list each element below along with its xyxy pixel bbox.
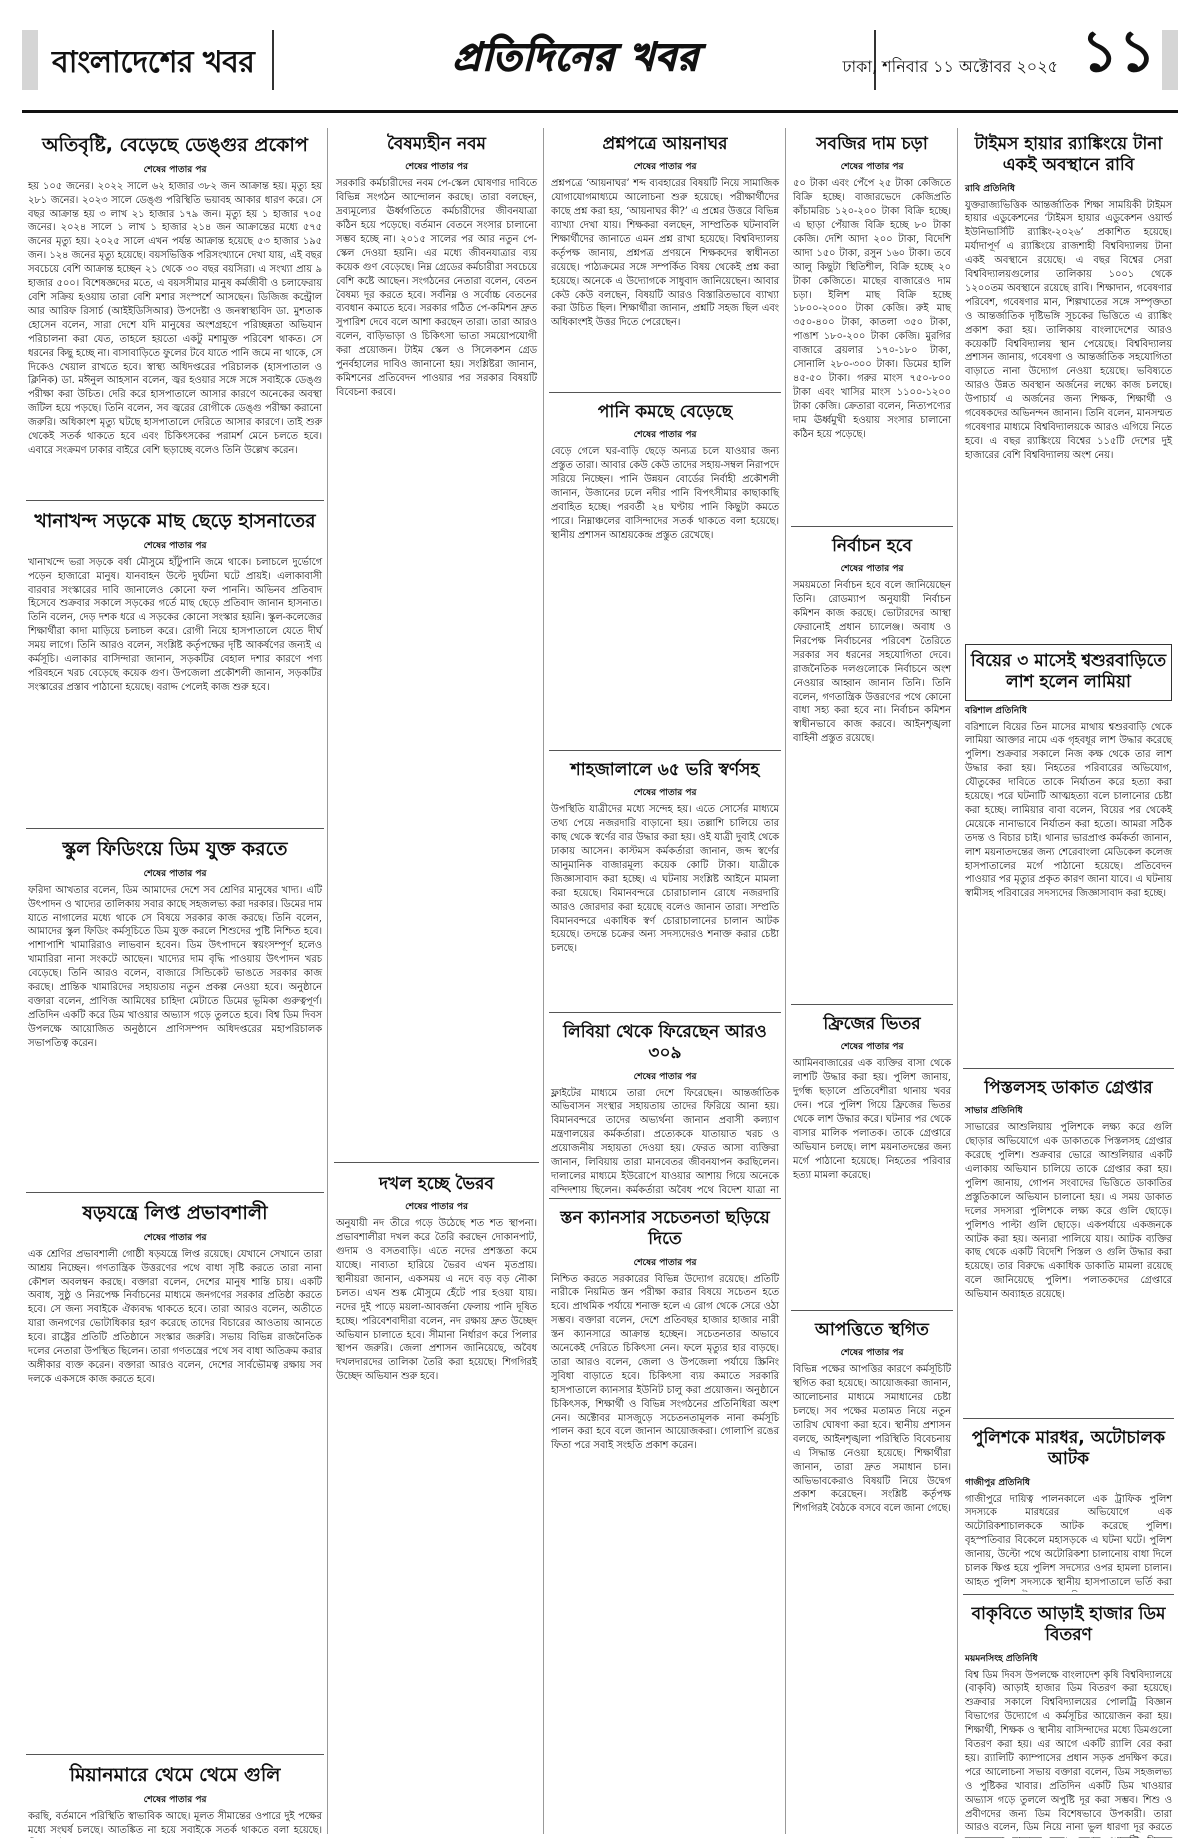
column-divider: [785, 128, 786, 1834]
article-question-paper: [545, 128, 785, 390]
article-robber: [959, 1072, 1178, 1416]
column-divider: [543, 128, 544, 1834]
article-headline: বিয়ের ৩ মাসেই শ্বশুরবাড়িতে লাশ হলেন লামিয়া: [965, 644, 1172, 701]
article-body: যুক্তরাজ্যভিত্তিক আন্তর্জাতিক শিক্ষা সাময়িকী টাইমস হায়ার এডুকেশনের ‘টাইমস হায়ার এডুকেশন ওয়ার্ল্ড ইউনিভার্সিটি র‍্যাঙ্কিং-২০২৬’ প্রকাশিত হয়েছে। মর্যাদাপূর্ণ এ র‍্যাঙ্কিংয়ে রাজশাহী বিশ্ববিদ্যালয় টানা একই অবস্থানে রয়েছে। এ বছর বিশ্বের সেরা বিশ্ববিদ্যালয়গুলোর তালিকায় ১০০১ থেকে ১২০০তম অবস্থানে রয়েছে রাবি। শিক্ষাদান, গবেষণার পরিবেশ, গবেষণার মান, শিল্পখাতের সঙ্গে সম্পৃক্ততা ও আন্তর্জাতিক দৃষ্টিভঙ্গি সূচকের ভিত্তিতে এ র‍্যাঙ্কিং প্রকাশ করা হয়। তালিকায় বাংলাদেশের আরও কয়েকটি বিশ্ববিদ্যালয় স্থান পেয়েছে। বিশ্ববিদ্যালয় প্রশাসন জানায়, গবেষণা ও আন্তর্জাতিক সহযোগিতা বাড়াতে নানা উদ্যোগ নেওয়া হয়েছে। ভবিষ্যতে আরও উন্নত অবস্থান অর্জনের লক্ষ্যে কাজ চলছে। উপাচার্য এ অর্জনের জন্য শিক্ষক, শিক্ষার্থী ও গবেষকদের অভিনন্দন জানান। তিনি বলেন, মানসম্মত গবেষণার মাধ্যমে বিশ্ববিদ্যালয়কে আরও এগিয়ে নিতে হবে। এ বছর র‍্যাঙ্কিংয়ে বিশ্বের ১১৫টি দেশের দুই হাজারের বেশি বিশ্ববিদ্যালয় অংশ নেয়।: [965, 199, 1172, 461]
article-byline: সাভার প্রতিনিধি: [965, 1106, 1023, 1117]
article-headline: পিস্তলসহ ডাকাত গ্রেপ্তার: [984, 1078, 1153, 1098]
article-headline: লিবিয়া থেকে ফিরেছেন আরও ৩০৯: [563, 1022, 767, 1064]
masthead-right-bar: [1162, 30, 1178, 90]
article-headline: ষড়যন্ত্রে লিপ্ত প্রভাবশালী: [82, 1202, 268, 1224]
article-eggs-distribution: [959, 1598, 1178, 1838]
article-kicker: শেষের পাতার পর: [143, 540, 207, 551]
article-divider: [334, 1162, 539, 1163]
article-divider: [26, 1754, 324, 1755]
article-body: ফ্লাইটের মাধ্যমে তারা দেশে ফিরেছেন। আন্তর্জাতিক অভিবাসন সংস্থার সহায়তায় তাদের ফিরিয়ে আনা হয়। বিমানবন্দরে তাদের অভ্যর্থনা জানান প্রবাসী কল্যাণ মন্ত্রণালয়ের কর্মকর্তারা। প্রত্যেককে যাতায়াত খরচ ও প্রয়োজনীয় সহায়তা দেওয়া হয়। ফেরত আসা ব্যক্তিরা জানান, লিবিয়ায় তারা মানবেতর জীবনযাপন করছিলেন। দালালের মাধ্যমে ইউরোপে যাওয়ার আশায় গিয়ে অনেকে বন্দিদশায় ছিলেন। কর্মকর্তারা অবৈধ পথে বিদেশ যাত্রা না: [551, 1087, 779, 1196]
article-shahjalal-gold: [545, 754, 785, 1010]
article-kicker: শেষের পাতার পর: [633, 430, 697, 441]
paper-title: প্রতিদিনের খবর: [452, 34, 700, 79]
article-police-assault: [959, 1422, 1178, 1592]
article-divider: [549, 750, 781, 751]
article-divider: [963, 1594, 1174, 1595]
article-headline: অতিবৃষ্টি, বেড়েছে ডেঙ্গুর প্রকোপ: [42, 134, 308, 156]
article-water: [545, 396, 785, 748]
article-body: ফরিদা আখতার বলেন, ডিম আমাদের দেশে সব শ্রেণির মানুষের খাদ্য। এটি উৎপাদন ও খাদ্যের তালিকায় সবার কাছে সহজলভ্য করা দরকার। ডিমের দাম যাতে নাগালের মধ্যে থাকে সে বিষয়ে সরকার কাজ করছে। তিনি বলেন, আমাদের স্কুল ফিডিং কর্মসূচিতে ডিম যুক্ত করলে শিশুদের পুষ্টি নিশ্চিত হবে। পাশাপাশি খামারিরাও লাভবান হবেন। ডিম উৎপাদনে স্বয়ংসম্পূর্ণ হলেও খামারিরা নানা সংকটে আছেন। খাদ্যের দাম বৃদ্ধি পাওয়ায় উৎপাদন খরচ বেড়েছে। তিনি আরও বলেন, বাজারে সিন্ডিকেট ভাঙতে সরকার কাজ করছে। প্রান্তিক খামারিদের সহায়তায় নতুন প্রকল্প নেওয়া হবে। অনুষ্ঠানে বক্তারা বলেন, প্রাণিজ আমিষের চাহিদা মেটাতে ডিমের ভূমিকা গুরুত্বপূর্ণ। প্রতিদিন একটি করে ডিম খাওয়ার অভ্যাস গড়ে তুলতে হবে। বিশ্ব ডিম দিবস উপলক্ষে আয়োজিত অনুষ্ঠানে প্রাণিসম্পদ অধিদপ্তরের মহাপরিচালক সভাপতিত্ব করেন।: [28, 884, 323, 1049]
article-divider: [791, 1310, 953, 1311]
article-body: গাজীপুরে দায়িত্ব পালনকালে এক ট্রাফিক পুলিশ সদস্যকে মারধরের অভিযোগে এক অটোরিকশাচালককে আটক করেছে পুলিশ। বৃহস্পতিবার বিকেলে মহাসড়কে এ ঘটনা ঘটে। পুলিশ জানায়, উল্টো পথে অটোরিকশা চালানোয় বাধা দিলে চালক ক্ষিপ্ত হয়ে পুলিশ সদস্যের ওপর হামলা চালান। আহত পুলিশ সদস্যকে স্থানীয় হাসপাতালে ভর্তি করা: [965, 1493, 1172, 1588]
article-divider: [26, 500, 324, 501]
article-kicker: শেষের পাতার পর: [840, 1348, 904, 1359]
article-kicker: শেষের পাতার পর: [633, 1071, 697, 1082]
article-body: ৫০ টাকা এবং পেঁপে ২৫ টাকা কেজিতে বিক্রি হচ্ছে। বাজারভেদে কেজিপ্রতি কাঁচামরিচ ১২০-২০০ টাকা বিক্রি হচ্ছে। এ ছাড়া পেঁয়াজ বিক্রি হচ্ছে ৮০ টাকা কেজি। দেশি আদা ২০০ টাকা, বিদেশি আদা ১৫০ টাকা, রসুন ১৬০ টাকা। তবে আলু কিছুটা স্থিতিশীল, বিক্রি হচ্ছে ২০ টাকা কেজিতে। মাছের বাজারেও দাম চড়া। ইলিশ মাছ বিক্রি হচ্ছে ১৮০০-২০০০ টাকা কেজি। রুই মাছ ৩৫০-৪০০ টাকা, কাতলা ৩৫০ টাকা, পাঙাশ ১৮০-২০০ টাকা কেজি। মুরগির বাজারে ব্রয়লার ১৭০-১৮০ টাকা, সোনালি ২৮০-৩০০ টাকা। ডিমের হালি ৪৫-৫০ টাকা। গরুর মাংস ৭৫০-৮০০ টাকা এবং খাসির মাংস ১১০০-১২০০ টাকা কেজি। ক্রেতারা বলেন, নিত্যপণ্যের দাম ঊর্ধ্বমুখী হওয়ায় সংসার চালানো কঠিন হয়ে পড়েছে।: [793, 178, 951, 440]
article-headline: খানাখন্দ সড়কে মাছ ছেড়ে হাসনাতের: [34, 510, 316, 532]
article-kicker: শেষের পাতার পর: [405, 1202, 468, 1213]
article-headline: বৈষম্যহীন নবম: [387, 134, 486, 154]
article-headline: প্রশ্নপত্রে আয়নাঘর: [602, 134, 728, 154]
article-byline: বরিশাল প্রতিনিধি: [965, 705, 1027, 716]
article-school-feeding: [22, 832, 328, 1190]
article-body: অনুযায়ী নদ তীরে গড়ে উঠেছে শত শত স্থাপনা। প্রভাবশালীরা দখল করে তৈরি করছেন দোকানপাট, গুদাম ও বসতবাড়ি। এতে নদের প্রশস্ততা কমে যাচ্ছে। নাব্যতা হারিয়ে ভৈরব এখন মৃতপ্রায়। স্থানীয়রা জানান, একসময় এ নদে বড় বড় নৌকা চলত। এখন শুষ্ক মৌসুমে হেঁটে পার হওয়া যায়। নদের দুই পাড়ে ময়লা-আবর্জনা ফেলায় পানি দূষিত হচ্ছে। পরিবেশবাদীরা বলেন, নদ রক্ষায় দ্রুত উচ্ছেদ অভিযান চালাতে হবে। সীমানা নির্ধারণ করে পিলার স্থাপন জরুরি। জেলা প্রশাসন জানিয়েছে, অবৈধ দখলদারদের তালিকা তৈরি করা হয়েছে। শিগগিরই উচ্ছেদ অভিযান শুরু হবে।: [336, 1218, 537, 1383]
article-headline: বাকৃবিতে আড়াই হাজার ডিম বিতরণ: [971, 1604, 1166, 1646]
article-body: প্রশ্নপত্রে ‘আয়নাঘর’ শব্দ ব্যবহারের বিষয়টি নিয়ে সামাজিক যোগাযোগমাধ্যমে আলোচনা শুরু হয়েছে। পরীক্ষার্থীদের কাছে প্রশ্ন করা হয়, ‘আয়নাঘর কী?’ এ প্রশ্নের উত্তরে বিভিন্ন ব্যাখ্যা দেখা যায়। শিক্ষকরা বলছেন, সাম্প্রতিক ঘটনাবলি শিক্ষার্থীদের জানাতে এমন প্রশ্ন রাখা হয়েছে। বিশ্ববিদ্যালয় কর্তৃপক্ষ জানায়, প্রশ্নপত্র প্রণয়নে শিক্ষকদের স্বাধীনতা রয়েছে। পাঠ্যক্রমের সঙ্গে সম্পর্কিত বিষয় থেকেই প্রশ্ন করা হয়েছে। অনেকে এ উদ্যোগকে সাধুবাদ জানিয়েছেন। আবার কেউ কেউ বলছেন, বিষয়টি আরও বিস্তারিতভাবে ব্যাখ্যা করা উচিত ছিল। শিক্ষার্থীরা জানান, প্রশ্নটি সহজ ছিল এবং অধিকাংশই উত্তর দিতে পেরেছেন।: [551, 178, 779, 329]
article-divider: [26, 1192, 324, 1193]
article-kicker: শেষের পাতার পর: [143, 1794, 207, 1805]
article-dengue: [22, 128, 328, 498]
article-divider: [549, 392, 781, 393]
article-lamia: [959, 640, 1178, 1066]
article-body: সরকারি কর্মচারীদের নবম পে-স্কেল ঘোষণার দাবিতে বিভিন্ন সংগঠন আন্দোলন করছে। তারা বলছেন, দ্রব্যমূল্যের ঊর্ধ্বগতিতে কর্মচারীদের জীবনযাত্রা কঠিন হয়ে পড়েছে। বর্তমান বেতনে সংসার চালানো সম্ভব হচ্ছে না। ২০১৫ সালের পর আর নতুন পে-স্কেল দেওয়া হয়নি। এর মধ্যে জীবনযাত্রার ব্যয় কয়েক গুণ বেড়েছে। নিম্ন গ্রেডের কর্মচারীরা সবচেয়ে বেশি কষ্টে আছেন। সংগঠনের নেতারা বলেন, বেতন বৈষম্য দূর করতে হবে। সর্বনিম্ন ও সর্বোচ্চ বেতনের ব্যবধান কমাতে হবে। সরকার গঠিত পে-কমিশন দ্রুত সুপারিশ দেবে বলে আশা করছেন তারা। তারা আরও বলেন, বাড়িভাড়া ও চিকিৎসা ভাতা সময়োপযোগী করা প্রয়োজন। টাইম স্কেল ও সিলেকশন গ্রেড পুনর্বহালের দাবিও জানানো হয়। সংশ্লিষ্টরা জানান, কমিশনের প্রতিবেদন পাওয়ার পর সরকার বিষয়টি বিবেচনা করবে।: [336, 178, 537, 398]
issue-date: ঢাকা, শনিবার ১১ অক্টোবর ২০২৫: [842, 57, 1058, 76]
article-kicker: শেষের পাতার পর: [143, 164, 207, 175]
article-headline: ফ্রিজের ভিতর: [823, 1014, 921, 1034]
article-body: করছি, বর্তমানে পরিস্থিতি স্বাভাবিক আছে। মূলত সীমান্তের ওপারে দুই পক্ষের মধ্যে সংঘর্ষ চলছে। আতঙ্কিত না হয়ে সবাইকে সতর্ক থাকতে বলা হয়েছে।: [28, 1810, 322, 1836]
article-kicker: শেষের পাতার পর: [633, 788, 697, 799]
article-body: নিশ্চিত করতে সরকারের বিভিন্ন উদ্যোগ রয়েছে। প্রতিটি নারীকে নিয়মিত স্তন পরীক্ষা করার বিষয়ে সচেতন হতে হবে। প্রাথমিক পর্যায়ে শনাক্ত হলে এ রোগ থেকে সেরে ওঠা সম্ভব। বক্তারা বলেন, দেশে প্রতিবছর হাজার হাজার নারী স্তন ক্যানসারে আক্রান্ত হচ্ছেন। সচেতনতার অভাবে অনেকেই দেরিতে চিকিৎসা নেন। ফলে মৃত্যুর হার বাড়ছে। তারা আরও বলেন, জেলা ও উপজেলা পর্যায়ে স্ক্রিনিং সুবিধা বাড়াতে হবে। চিকিৎসা ব্যয় কমাতে সরকারি হাসপাতালে ক্যানসার ইউনিট চালু করা প্রয়োজন। অনুষ্ঠানে চিকিৎসক, শিক্ষার্থী ও বিভিন্ন সংগঠনের প্রতিনিধিরা অংশ নেন। অক্টোবর মাসজুড়ে সচেতনতামূলক নানা কর্মসূচি পালন করা হবে বলে জানান আয়োজকরা। গোলাপি রঙের ফিতা পরে সবাই সংহতি প্রকাশ করেন।: [551, 1273, 779, 1452]
article-divider: [549, 1012, 781, 1013]
article-headline: স্কুল ফিডিংয়ে ডিম যুক্ত করতে: [62, 838, 288, 860]
article-kicker: শেষের পাতার পর: [143, 1232, 207, 1243]
article-body: এক শ্রেণির প্রভাবশালী গোষ্ঠী ষড়যন্ত্রে লিপ্ত রয়েছে। যেখানে সেখানে তারা আশ্রয় নিচ্ছেন। গণতান্ত্রিক উত্তরণের পথে বাধা সৃষ্টি করতে তারা নানা কৌশল অবলম্বন করছে। বক্তারা বলেন, দেশের মানুষ শান্তি চায়। একটি অবাধ, সুষ্ঠু ও নিরপেক্ষ নির্বাচনের মাধ্যমে জনগণের সরকার প্রতিষ্ঠা করতে হবে। সে জন্য সবাইকে ঐক্যবদ্ধ থাকতে হবে। তারা আরও বলেন, অতীতে যারা জনগণের ভোটাধিকার হরণ করেছে তাদের বিচারের আওতায় আনতে হবে। রাষ্ট্রের প্রতিটি প্রতিষ্ঠানে সংস্কার জরুরি। সভায় বিভিন্ন রাজনৈতিক দলের নেতারা উপস্থিত ছিলেন। তারা গণতন্ত্রের পথে সব বাধা অতিক্রম করার অঙ্গীকার ব্যক্ত করেন। বক্তারা আরও বলেন, দেশের সার্বভৌমত্ব রক্ষায় সব দলকে একসঙ্গে কাজ করতে হবে।: [28, 1248, 322, 1385]
article-body: সময়মতো নির্বাচন হবে বলে জানিয়েছেন তিনি। রোডম্যাপ অনুযায়ী নির্বাচন কমিশন কাজ করছে। ভোটারদের আস্থা ফেরানোই প্রধান চ্যালেঞ্জ। অবাধ ও নিরপেক্ষ নির্বাচনের পরিবেশ তৈরিতে সরকার সব ধরনের সহযোগিতা দেবে। রাজনৈতিক দলগুলোকে নির্বাচনে অংশ নেওয়ার আহ্বান জানান তিনি। তিনি বলেন, গণতান্ত্রিক উত্তরণের পথে কোনো বাধা সহ্য করা হবে না। নির্বাচন কমিশন স্বাধীনভাবে কাজ করবে। আইনশৃঙ্খলা বাহিনী প্রস্তুত রয়েছে।: [793, 580, 951, 745]
article-headline: টাইমস হায়ার র‍্যাঙ্কিংয়ে টানা একই অবস্থানে রাবি: [974, 134, 1163, 176]
article-headline: দখল হচ্ছে ভৈরব: [379, 1174, 494, 1194]
page-number: ১১: [1080, 17, 1156, 85]
article-bhairab: [330, 1168, 543, 1838]
article-body: বিভিন্ন পক্ষের আপত্তির কারণে কর্মসূচিটি স্থগিত করা হয়েছে। আয়োজকরা জানান, আলোচনার মাধ্যমে সমাধানের চেষ্টা চলছে। সব পক্ষের মতামত নিয়ে নতুন তারিখ ঘোষণা করা হবে। স্থানীয় প্রশাসন বলছে, আইনশৃঙ্খলা পরিস্থিতি বিবেচনায় এ সিদ্ধান্ত নেওয়া হয়েছে। শিক্ষার্থীরা জানান, তারা দ্রুত সমাধান চান। অভিভাবকেরাও বিষয়টি নিয়ে উদ্বেগ প্রকাশ করেছেন। সংশ্লিষ্ট কর্তৃপক্ষ শিগগিরই বৈঠকে বসবে বলে জানা গেছে।: [793, 1364, 951, 1515]
article-kicker: শেষের পাতার পর: [633, 1257, 697, 1268]
masthead: [22, 8, 1178, 120]
article-kicker: শেষের পাতার পর: [840, 1042, 904, 1053]
article-divider: [549, 1198, 781, 1199]
article-equality-nabam: [330, 128, 543, 1128]
article-myanmar: [22, 1758, 328, 1838]
article-kicker: শেষের পাতার পর: [143, 868, 207, 879]
article-headline: আপত্তিতে স্থগিত: [815, 1320, 929, 1340]
article-body: বিশ্ব ডিম দিবস উপলক্ষে বাংলাদেশ কৃষি বিশ্ববিদ্যালয়ে (বাকৃবি) আড়াই হাজার ডিম বিতরণ করা হয়েছে। শুক্রবার সকালে বিশ্ববিদ্যালয়ের পোলট্রি বিজ্ঞান বিভাগের উদ্যোগে এ কর্মসূচির আয়োজন করা হয়। শিক্ষার্থী, শিক্ষক ও স্থানীয় বাসিন্দাদের মধ্যে ডিমগুলো বিতরণ করা হয়। এর আগে একটি র‍্যালি বের করা হয়। র‍্যালিটি ক্যাম্পাসের প্রধান সড়ক প্রদক্ষিণ করে। পরে আলোচনা সভায় বক্তারা বলেন, ডিম সহজলভ্য ও পুষ্টিকর খাবার। প্রতিদিন একটি ডিম খাওয়ার অভ্যাস গড়ে তুললে অপুষ্টি দূর করা সম্ভব। শিশু ও প্রবীণদের জন্য ডিম বিশেষভাবে উপকারী। তারা আরও বলেন, ডিম নিয়ে নানা ভুল ধারণা দূর করতে: [965, 1669, 1172, 1834]
masthead-rule: [22, 110, 1178, 113]
article-kicker: শেষের পাতার পর: [633, 162, 697, 173]
article-byline: গাজীপুর প্রতিনিধি: [965, 1477, 1030, 1488]
article-kicker: শেষের পাতার পর: [840, 564, 904, 575]
article-conspiracy: [22, 1196, 328, 1752]
section-title: বাংলাদেশের খবর: [52, 45, 255, 80]
article-divider: [791, 1004, 953, 1005]
article-headline: শাহজালালে ৬৫ ভরি স্বর্ণসহ: [570, 760, 760, 780]
article-election: [787, 530, 957, 1002]
article-headline: স্তন ক্যানসার সচেতনতা ছড়িয়ে দিতে: [560, 1208, 770, 1250]
article-times-ranking: [959, 128, 1178, 636]
article-body: খানাখন্দে ভরা সড়কে বর্ষা মৌসুমে হাঁটুপানি জমে থাকে। চলাচলে দুর্ভোগে পড়েন হাজারো মানুষ। যানবাহন উল্টে দুর্ঘটনা ঘটে প্রায়ই। এলাকাবাসী বারবার সংস্কারের দাবি জানালেও কোনো ফল পাননি। অভিনব প্রতিবাদ হিসেবে শুক্রবার সকালে সড়কের গর্তে মাছ ছেড়ে প্রতিবাদ জানান হাসনাত। তিনি বলেন, দেড় দশক ধরে এ সড়কের কোনো সংস্কার হয়নি। স্কুল-কলেজের শিক্ষার্থীরা কাদা মাড়িয়ে চলাচল করে। রোগী নিয়ে হাসপাতালে যেতে দীর্ঘ সময় লাগে। তিনি আরও বলেন, সংশ্লিষ্ট কর্তৃপক্ষের দৃষ্টি আকর্ষণের জন্যই এ কর্মসূচি। এলাকার বাসিন্দারা জানান, সড়কটির বেহাল দশার কারণে পণ্য পরিবহনে খরচ বেড়েছে কয়েক গুণ। উপজেলা প্রকৌশলী জানান, সড়কটির সংস্কারের প্রস্তাব পাঠানো হয়েছে। বরাদ্দ পেলেই কাজ শুরু হবে।: [28, 556, 322, 693]
article-headline: পানি কমছে বেড়েছে: [597, 402, 733, 422]
article-headline: পুলিশকে মারধর, অটোচালক আটক: [971, 1428, 1166, 1470]
article-body: সাভারের আশুলিয়ায় পুলিশকে লক্ষ্য করে গুলি ছোড়ার অভিযোগে এক ডাকাতকে পিস্তলসহ গ্রেপ্তার করেছে পুলিশ। শুক্রবার ভোরে আশুলিয়ার একটি এলাকায় অভিযান চালিয়ে তাকে গ্রেপ্তার করা হয়। পুলিশ জানায়, গোপন সংবাদের ভিত্তিতে ডাকাতির প্রস্তুতিকালে অভিযান চালানো হয়। এ সময় ডাকাত দলের সদস্যরা পুলিশকে লক্ষ্য করে গুলি ছোড়ে। পুলিশও পাল্টা গুলি ছোড়ে। একপর্যায়ে একজনকে আটক করা হয়। অন্যরা পালিয়ে যায়। আটক ব্যক্তির কাছ থেকে একটি বিদেশি পিস্তল ও গুলি উদ্ধার করা হয়েছে। তার বিরুদ্ধে একাধিক ডাকাতি মামলা রয়েছে বলে জানিয়েছে পুলিশ। পলাতকদের গ্রেপ্তারে অভিযান অব্যাহত রয়েছে।: [965, 1122, 1172, 1301]
article-khanakhanda: [22, 504, 328, 826]
article-headline: মিয়ানমারে থেমে থেমে গুলি: [69, 1764, 281, 1786]
article-fridge: [787, 1008, 957, 1308]
article-headline: নির্বাচন হবে: [832, 536, 912, 556]
article-divider: [791, 526, 953, 527]
article-body: আমিনবাজারের এক ব্যক্তির বাসা থেকে লাশটি উদ্ধার করা হয়। পুলিশ জানায়, দুর্গন্ধ ছড়ালে প্রতিবেশীরা থানায় খবর দেন। পরে পুলিশ গিয়ে ফ্রিজের ভিতর থেকে লাশ উদ্ধার করে। ঘটনার পর থেকে বাসার মালিক পলাতক। তাকে গ্রেপ্তারে অভিযান চলছে। লাশ ময়নাতদন্তের জন্য মর্গে পাঠানো হয়েছে। নিহতের পরিবার হত্যা মামলা করেছে।: [793, 1058, 951, 1181]
article-body: বরিশালে বিয়ের তিন মাসের মাথায় শ্বশুরবাড়ি থেকে লামিয়া আক্তার নামে এক গৃহবধূর লাশ উদ্ধার করেছে পুলিশ। শুক্রবার সকালে নিজ কক্ষ থেকে তার লাশ উদ্ধার করা হয়। নিহতের পরিবারের অভিযোগ, যৌতুকের দাবিতে তাকে নির্যাতন করে হত্যা করা হয়েছে। পরে ঘটনাটি আত্মহত্যা বলে চালানোর চেষ্টা করা হচ্ছে। লামিয়ার বাবা বলেন, বিয়ের পর থেকেই মেয়েকে নানাভাবে নির্যাতন করা হতো। আমরা সঠিক তদন্ত ও বিচার চাই। থানার ভারপ্রাপ্ত কর্মকর্তা জানান, লাশ ময়নাতদন্তের জন্য শেরেবাংলা মেডিকেল কলেজ হাসপাতালের মর্গে পাঠানো হয়েছে। প্রতিবেদন পাওয়ার পর মৃত্যুর প্রকৃত কারণ জানা যাবে। এ ঘটনায় স্বামীসহ পরিবারের সদস্যদের জিজ্ঞাসাবাদ করা হচ্ছে।: [965, 721, 1172, 900]
article-body: উপস্থিতি যাত্রীদের মধ্যে সন্দেহ হয়। এতে সোর্সের মাধ্যমে তথ্য পেয়ে নজরদারি বাড়ানো হয়। তল্লাশি চালিয়ে তার কাছ থেকে স্বর্ণের বার উদ্ধার করা হয়। ওই যাত্রী দুবাই থেকে ঢাকায় আসেন। কাস্টমস কর্মকর্তারা জানান, জব্দ স্বর্ণের আনুমানিক বাজারমূল্য কয়েক কোটি টাকা। যাত্রীকে জিজ্ঞাসাবাদ করা হচ্ছে। এ ঘটনায় সংশ্লিষ্ট আইনে মামলা করা হয়েছে। বিমানবন্দরে চোরাচালান রোধে নজরদারি আরও জোরদার করা হয়েছে বলেও জানান তারা। সম্প্রতি বিমানবন্দরে একাধিক স্বর্ণ চোরাচালানের চালান আটক হয়েছে। তদন্তে চক্রের অন্য সদস্যদেরও শনাক্ত করার চেষ্টা চলছে।: [551, 804, 779, 955]
column-divider: [957, 128, 958, 1834]
article-body: বেড়ে গেলে ঘর-বাড়ি ছেড়ে অন্যত্র চলে যাওয়ার জন্য প্রস্তুত তারা। আবার কেউ কেউ তাদের সহায়-সম্বল নিরাপদে সরিয়ে নিচ্ছেন। পানি উন্নয়ন বোর্ডের নির্বাহী প্রকৌশলী জানান, উজানের ঢলে নদীর পানি বিপৎসীমার কাছাকাছি প্রবাহিত হচ্ছে। পরবর্তী ২৪ ঘণ্টায় পানি কিছুটা কমতে পারে। নিম্নাঞ্চলের বাসিন্দাদের সতর্ক থাকতে বলা হয়েছে। স্থানীয় প্রশাসন আশ্রয়কেন্দ্র প্রস্তুত রেখেছে।: [551, 446, 779, 541]
masthead-left-bar: [22, 30, 38, 90]
article-libya: [545, 1016, 785, 1196]
article-byline: ময়মনসিংহ প্রতিনিধি: [965, 1653, 1038, 1664]
article-byline: রাবি প্রতিনিধি: [965, 183, 1015, 194]
article-breast-cancer: [545, 1202, 785, 1838]
article-kicker: শেষের পাতার পর: [840, 162, 904, 173]
article-body: হয় ১০৫ জনের। ২০২২ সালে ৬২ হাজার ৩৮২ জন আক্রান্ত হয়। মৃত্যু হয় ২৮১ জনের। ২০২৩ সালে ডেঙ্গু পরিস্থিতি ভয়াবহ আকার ধারণ করে। সে বছর আক্রান্ত হয় ৩ লাখ ২১ হাজার ১৭৯ জন। মৃত্যু হয় ১ হাজার ৭০৫ জনের। ২০২৪ সালে ১ লাখ ১ হাজার ২১৪ জন আক্রান্তের মধ্যে ৫৭৫ জনের মৃত্যু হয়। ২০২৫ সালে এখন পর্যন্ত আক্রান্ত হয়েছে ৫৩ হাজার ১৯৫ জন। ১২৪ জনের মৃত্যু হয়েছে। বয়সভিত্তিক পরিসংখ্যানে দেখা যায়, এই বছর সবচেয়ে বেশি আক্রান্ত হচ্ছেন ২১ থেকে ৩০ বছর বয়সিরা। এ সংখ্যা প্রায় ৯ হাজার ৫০০। বিশেষজ্ঞদের মতে, এ বয়সসীমার মানুষ কর্মজীবী ও চলাফেরায় বেশি সক্রিয় হওয়ায় তারা বেশি মশার সংস্পর্শে আসছেন। ডিজিজ কন্ট্রোল আর আরিফ রিসার্চ (আইইডিসিআর) উপদেষ্টা ও জনস্বাস্থ্যবিদ ডা. মুশতাক হোসেন বলেন, সারা দেশে যদি মানুষের অংশগ্রহণে পরিচ্ছন্নতা অভিযান পরিচালনা করা যেত, তাহলে হয়তো একটু মশামুক্ত পরিবেশ থাকত। সে ধরনের কিছু হচ্ছে না। বাসাবাড়িতে ফুলের টবে যাতে পানি জমে না থাকে, সে দিকেও খেয়াল রাখতে হবে। স্বাস্থ্য অধিদপ্তরের পরিচালক (হাসপাতাল ও ক্লিনিক) ডা. মঈনুল আহসান বলেন, জ্বর হওয়ার সঙ্গে সঙ্গে সবাইকে ডেঙ্গু পরীক্ষা করা উচিত। দেরি করে হাসপাতালে আসার কারণে অনেকের অবস্থা জটিল হয়ে পড়ছে। তিনি বলেন, সব জ্বরের রোগীকে ডেঙ্গু পরীক্ষা করানো জরুরি। অধিকাংশ মৃত্যু ঘটছে হাসপাতালে দেরিতে আসার কারণে। তাই শুরু থেকেই সতর্ক থাকতে হবে এবং চিকিৎসকের পরামর্শ মেনে চলতে হবে। এবারে সংক্রমণ ঢাকার বাইরে বেশি ছড়াচ্ছে বলেও তিনি উল্লেখ করেন।: [28, 180, 322, 456]
article-divider: [963, 1068, 1174, 1069]
article-postponed: [787, 1314, 957, 1838]
article-divider: [963, 1418, 1174, 1419]
article-divider: [26, 828, 324, 829]
article-headline: সবজির দাম চড়া: [816, 134, 928, 154]
article-kicker: শেষের পাতার পর: [405, 162, 468, 173]
masthead-divider: [272, 30, 274, 90]
article-vegetables: [787, 128, 957, 524]
